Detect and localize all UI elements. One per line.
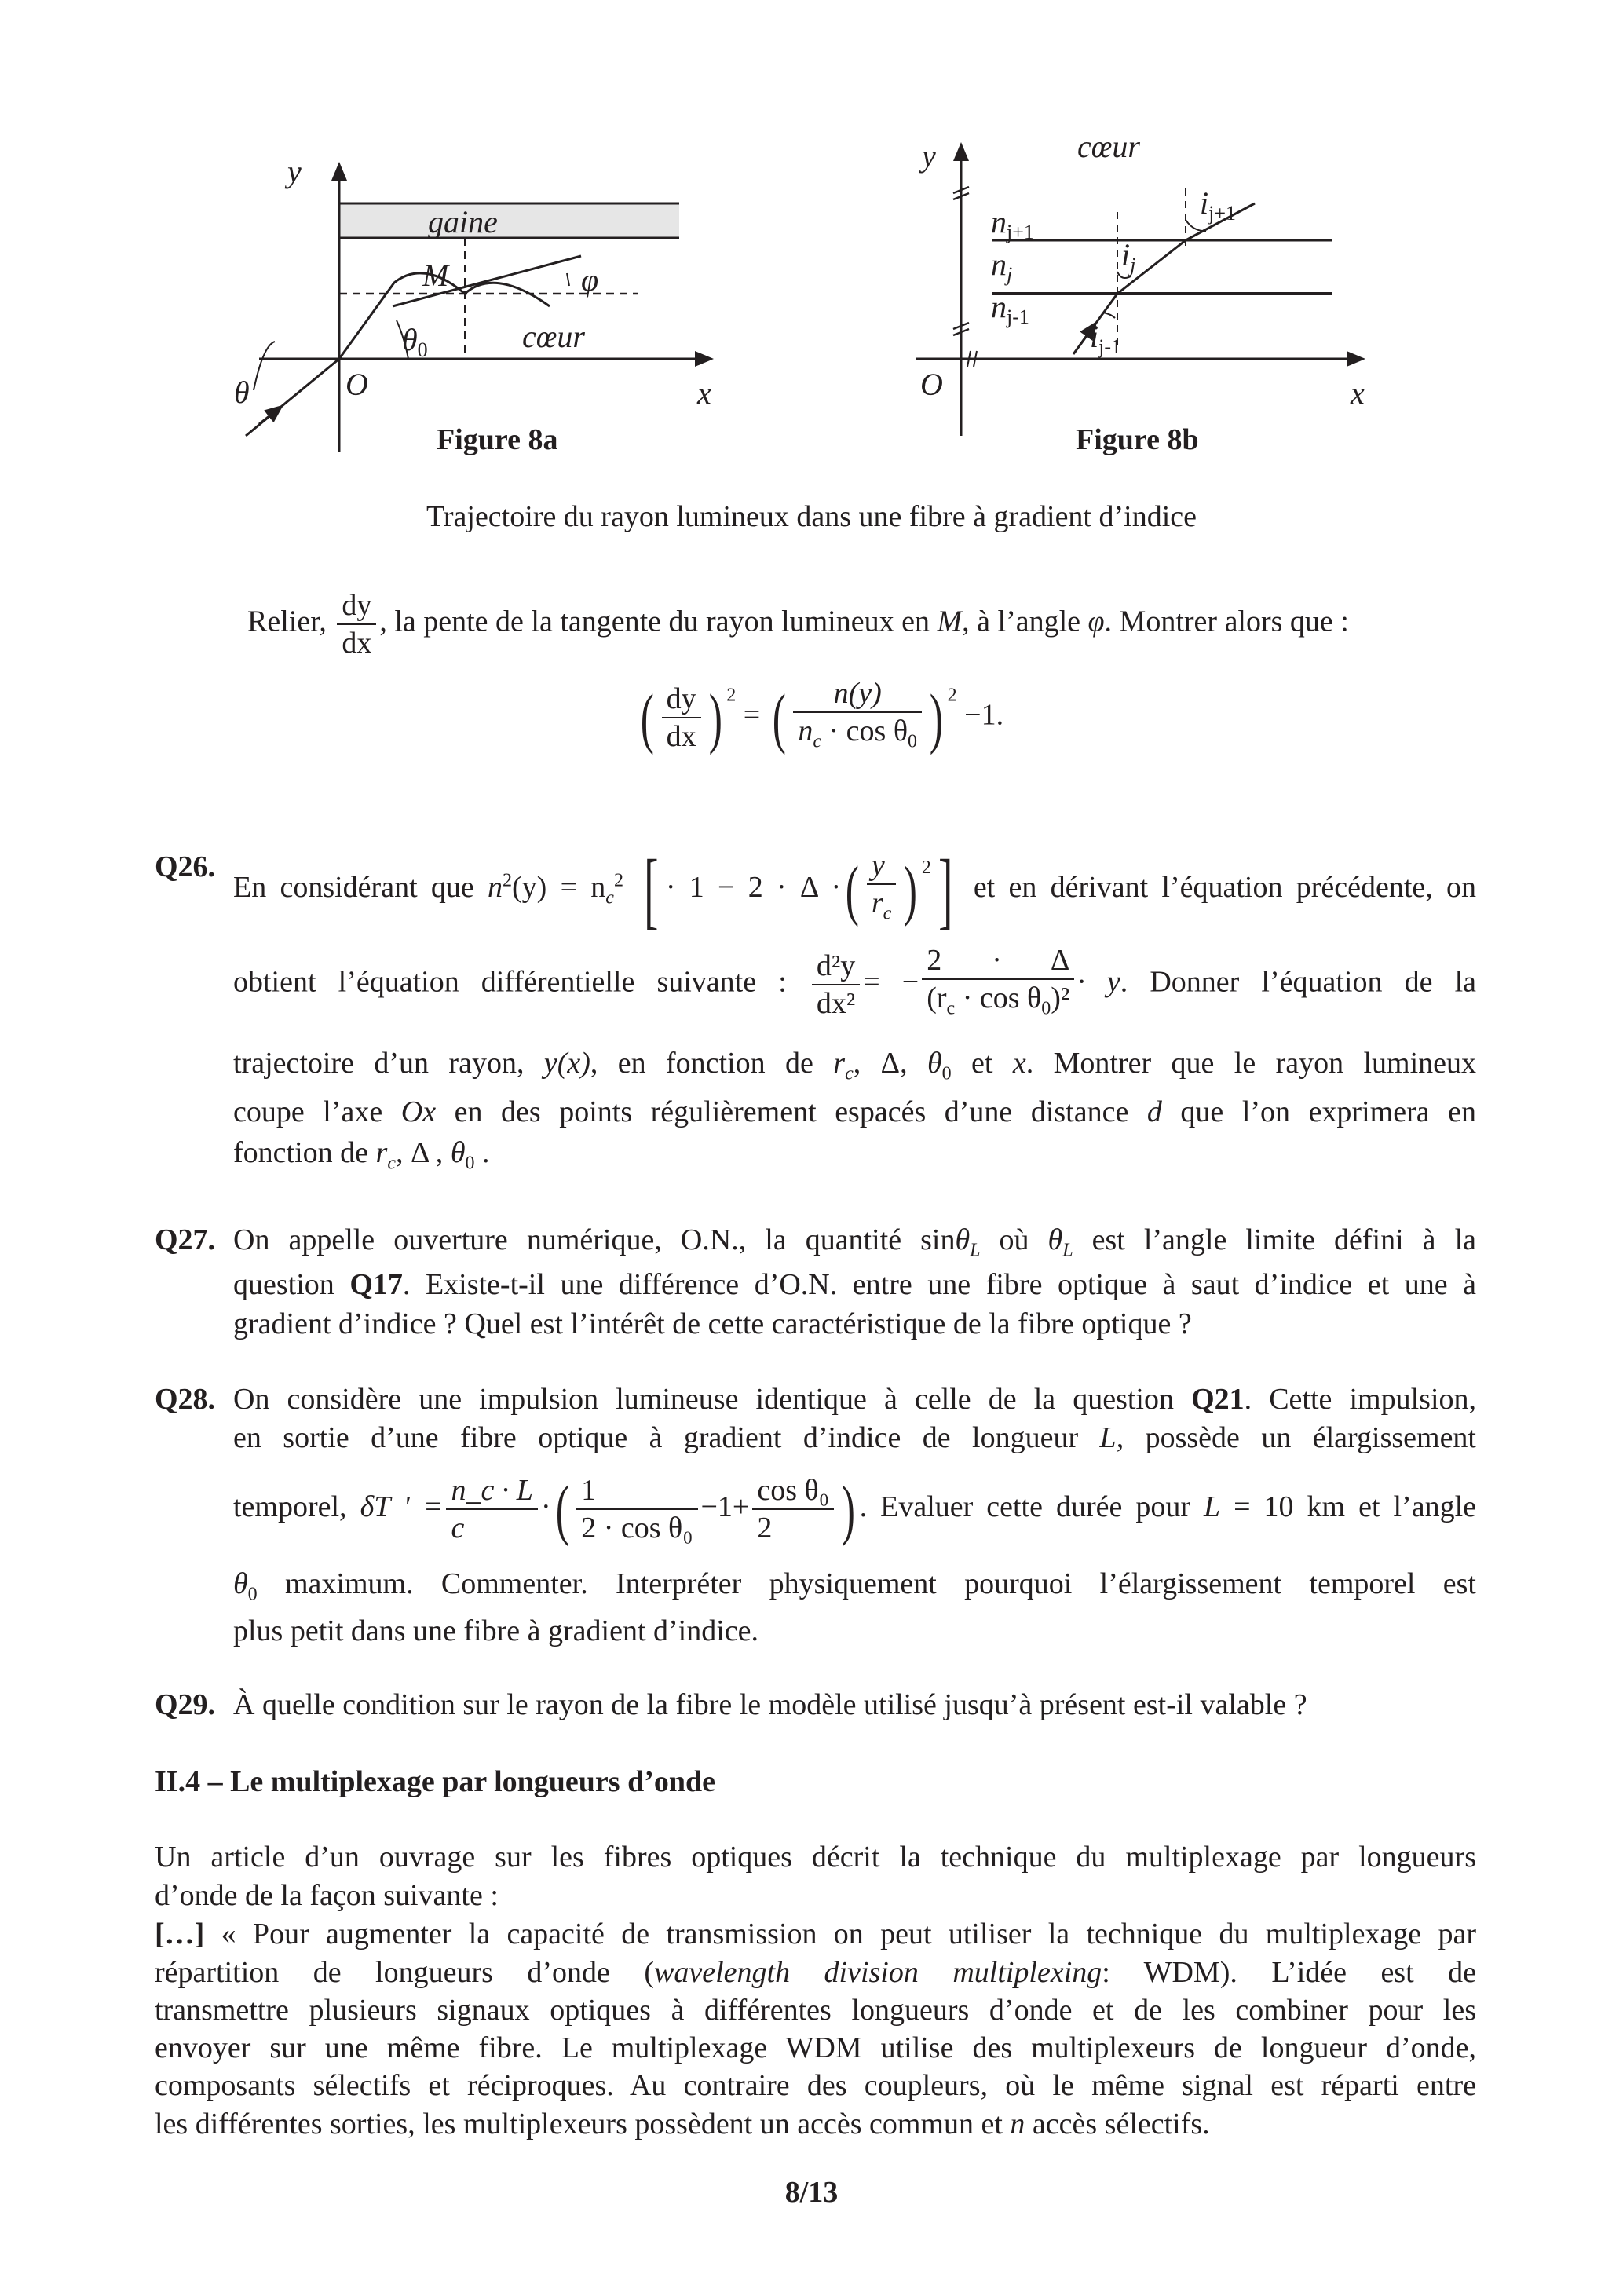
q28-line-3: temporel, δT ' = $\frac{n\_c \cdot L}{c}$ ·( $\frac{1}{\text{2 · cos θ₀}}$ −1+ $\frac{\text{cos θ₀}}{2}$ ) . Evaluer cette durée pour L = 10 km et l’angle — [233, 1472, 1477, 1548]
figures-8a-8b — [0, 0, 1623, 471]
q27-line-3: gradient d’indice ? Quel est l’intérêt de cette caractéristique de la fibre optique ? — [233, 1307, 1192, 1340]
q28-line-5: plus petit dans une fibre à gradient d’indice. — [233, 1614, 759, 1647]
para-line-1: Un article d’un ouvrage sur les fibres optiques décrit la technique du multiplexage par longueurs — [155, 1841, 1476, 1874]
fig8a-x-label: x — [697, 375, 711, 411]
fig8a-M-label: M — [422, 258, 449, 293]
para-line-4: répartition de longueurs d’onde (wavelength division multiplexing: WDM). L’idée est de — [155, 1956, 1476, 1989]
fig8b-x-label: x — [1351, 375, 1365, 411]
q26-label: Q26. — [155, 850, 216, 883]
fig8b-i-jm1-label: $i_{j-1}$ — [1090, 319, 1122, 358]
para-line-3: […] « Pour augmenter la capacité de transmission on peut utiliser la technique du multiplexage par — [155, 1918, 1476, 1951]
q29-label: Q29. — [155, 1688, 216, 1721]
fig8a-theta0-label: $\theta_0$ — [402, 322, 428, 361]
q26-line-1: En considérant que $n^2(y) = n_c^2$ [ · 1 − 2 · Δ ·( $\frac{y}{r_c}$ ) $^2$] et en dérivant l’équation précédente, on — [233, 842, 1477, 938]
page-number: 8/13 — [784, 2176, 839, 2209]
q26-line-3: trajectoire d’un rayon, y(x), en fonction de $r_c$, Δ, $\theta_0$ et x. Montrer que le rayon lumineux — [233, 1047, 1477, 1084]
fig8a-phi-label: φ — [581, 262, 599, 298]
fig8a-theta-label: θ — [234, 375, 250, 410]
figure-8b-title: Figure 8b — [1076, 423, 1199, 456]
q26-line-2: obtient l’équation différentielle suivante : $\frac{\text{d²y}}{\text{dx²}}$ = − $\frac{2 \cdot \Delta}{(r_c \cdot \cos \theta_0)^2}$ · y. Donner l’équation de la — [233, 944, 1476, 1020]
figure-8b — [916, 145, 1362, 436]
fig8b-coeur-label: cœur — [1077, 129, 1140, 164]
q28-line-4: $\theta_0$ maximum. Commenter. Interpréter physiquement pourquoi l’élargissement temporel est — [233, 1567, 1476, 1605]
para-line-8: les différentes sorties, les multiplexeurs possèdent un accès commun et n accès sélectifs. — [155, 2108, 1210, 2141]
relier-line: Relier, $\frac{dy}{dx}$ , la pente de la tangente du rayon lumineux en M, à l’angle φ. Montrer alors que : — [247, 589, 1349, 660]
light-ray — [246, 273, 550, 436]
gaine-band — [339, 203, 679, 238]
fig8a-gaine-label: gaine — [428, 204, 498, 239]
figure-8a-title: Figure 8a — [437, 423, 558, 456]
section-title: II.4 – Le multiplexage par longueurs d’onde — [155, 1765, 715, 1798]
fig8b-n-j-label: $n_j$ — [991, 247, 1013, 286]
q28-line-1: On considère une impulsion lumineuse identique à celle de la question Q21. Cette impulsion, — [233, 1383, 1476, 1416]
fig8a-origin-label: O — [345, 367, 368, 402]
q28-line-2: en sortie d’une fibre optique à gradient d’indice de longueur L, possède un élargissement — [233, 1421, 1476, 1454]
q26-line-5: fonction de $r_c$, Δ , $\theta_0$ . — [233, 1136, 490, 1174]
fig8b-origin-label: O — [920, 367, 943, 402]
q28-label: Q28. — [155, 1383, 216, 1416]
q27-label: Q27. — [155, 1223, 216, 1256]
fig8b-i-j-label: $i_j$ — [1121, 237, 1136, 276]
para-line-7: composants sélectifs et réciproques. Au contraire des coupleurs, où le même signal est réparti entre — [155, 2069, 1476, 2102]
fig8b-i-jp1-label: $i_{j+1}$ — [1200, 185, 1237, 225]
para-line-2: d’onde de la façon suivante : — [155, 1879, 499, 1912]
q27-line-2: question Q17. Existe-t-il une différence d’O.N. entre une fibre optique à saut d’indice et une à — [233, 1268, 1476, 1301]
fig8a-coeur-label: cœur — [522, 319, 585, 354]
fig8a-y-label: y — [287, 154, 302, 189]
q27-line-1: On appelle ouverture numérique, O.N., la quantité sinθ$_L$ où $\theta_L$ est l’angle limite défini à la — [233, 1223, 1476, 1261]
fig8b-n-jm1-label: $n_{j-1}$ — [991, 289, 1029, 328]
q26-line-4: coupe l’axe Ox en des points régulièrement espacés d’une distance d que l’on exprimera en — [233, 1095, 1476, 1128]
light-ray — [1073, 203, 1255, 354]
figure-caption: Trajectoire du rayon lumineux dans une fibre à gradient d’indice — [426, 500, 1197, 533]
equation-slope: ( $\frac{dy}{dx}$ ) $^2$ = ( $\frac{n(y)}{n_c \cdot \cos \theta_0}$ ) $^2$ −1. — [640, 677, 1004, 755]
para-line-5: transmettre plusieurs signaux optiques à différentes longueurs d’onde et de les combiner pour les — [155, 1994, 1476, 2027]
fig8b-y-label: y — [922, 138, 936, 174]
fig8b-n-jp1-label: $n_{j+1}$ — [991, 204, 1034, 243]
dy-dx-fraction: $\frac{dy}{dx}$ — [337, 587, 376, 661]
para-line-6: envoyer sur une même fibre. Le multiplexage WDM utilise des multiplexeurs de longueur d’onde, — [155, 2031, 1476, 2064]
q29-text: À quelle condition sur le rayon de la fibre le modèle utilisé jusqu’à présent est-il valable ? — [233, 1688, 1307, 1721]
